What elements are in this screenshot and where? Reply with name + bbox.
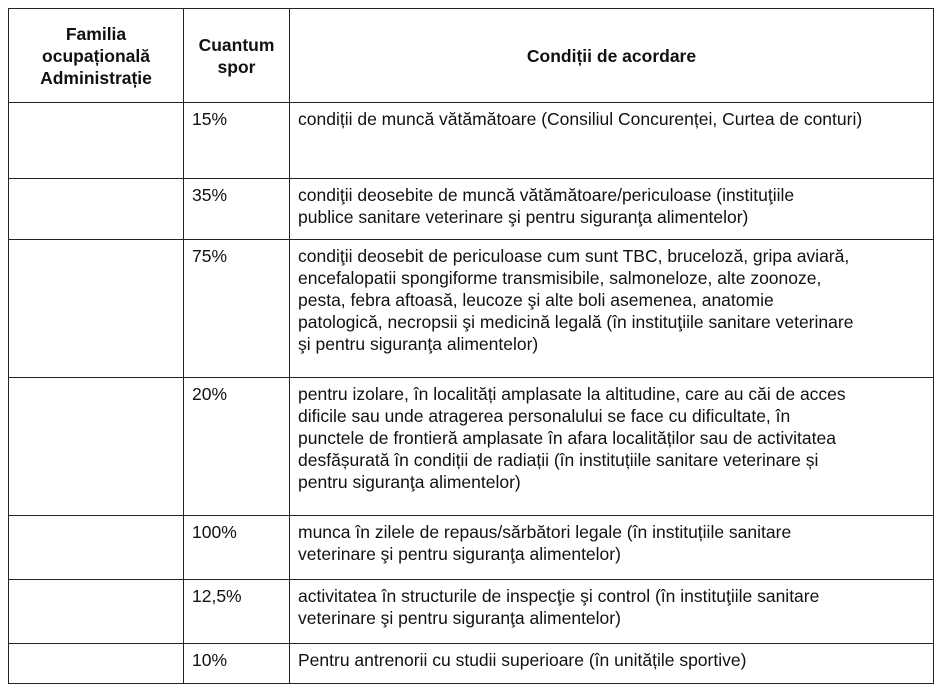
cell-conditii: condiţii deosebit de periculoase cum sunt TBC, bruceloză, gripa aviară, encefalopatii spongiforme transmisibile, salmoneloze, alte zoonoze, pesta, febra aftoasă, leucoze şi alte boli asemenea, anatomie patologică, necropsii şi medicină legală (în instituţiile sanitare veterinare şi pentru siguranţa alimentelor) [290, 240, 934, 378]
cell-conditii: condiţii deosebite de muncă vătămătoare/periculoase (instituţiile publice sanitare veterinare şi pentru siguranţa alimentelor) [290, 179, 934, 240]
header-row [9, 9, 934, 103]
table-row [9, 103, 934, 179]
header-familia: Familia ocupațională Administrație [9, 9, 184, 103]
table-header [9, 9, 934, 103]
cell-familia [9, 378, 184, 516]
cell-cuantum: 15% [184, 103, 290, 179]
table-row [9, 516, 934, 580]
table-row [9, 580, 934, 644]
table-row [9, 378, 934, 516]
cell-familia [9, 516, 184, 580]
cell-conditii: Pentru antrenorii cu studii superioare (în unitățile sportive) [290, 644, 934, 684]
cell-familia [9, 179, 184, 240]
table-row [9, 240, 934, 378]
cell-familia [9, 240, 184, 378]
table-body [9, 103, 934, 684]
cell-conditii: munca în zilele de repaus/sărbători legale (în instituțiile sanitare veterinare şi pentru siguranţa alimentelor) [290, 516, 934, 580]
cell-conditii: activitatea în structurile de inspecţie şi control (în instituţiile sanitare veterinare şi pentru siguranţa alimentelor) [290, 580, 934, 644]
cell-familia [9, 644, 184, 684]
cell-cuantum: 12,5% [184, 580, 290, 644]
cell-cuantum: 20% [184, 378, 290, 516]
table-row [9, 179, 934, 240]
cell-conditii: pentru izolare, în localități amplasate la altitudine, care au căi de acces dificile sau unde atragerea personalului se face cu dificultate, în punctele de frontieră amplasate în afara localităților sau de activitatea desfășurată în condiții de radiații (în instituțiile sanitare veterinare și pentru siguranţa alimentelor) [290, 378, 934, 516]
cell-cuantum: 35% [184, 179, 290, 240]
table-row [9, 644, 934, 684]
cell-cuantum: 10% [184, 644, 290, 684]
cell-familia [9, 580, 184, 644]
cell-cuantum: 100% [184, 516, 290, 580]
cell-cuantum: 75% [184, 240, 290, 378]
cell-conditii: condiții de muncă vătămătoare (Consiliul Concurenței, Curtea de conturi) [290, 103, 934, 179]
header-conditii: Condiții de acordare [290, 9, 934, 103]
cell-familia [9, 103, 184, 179]
spor-table [8, 8, 934, 684]
header-cuantum: Cuantum spor [184, 9, 290, 103]
